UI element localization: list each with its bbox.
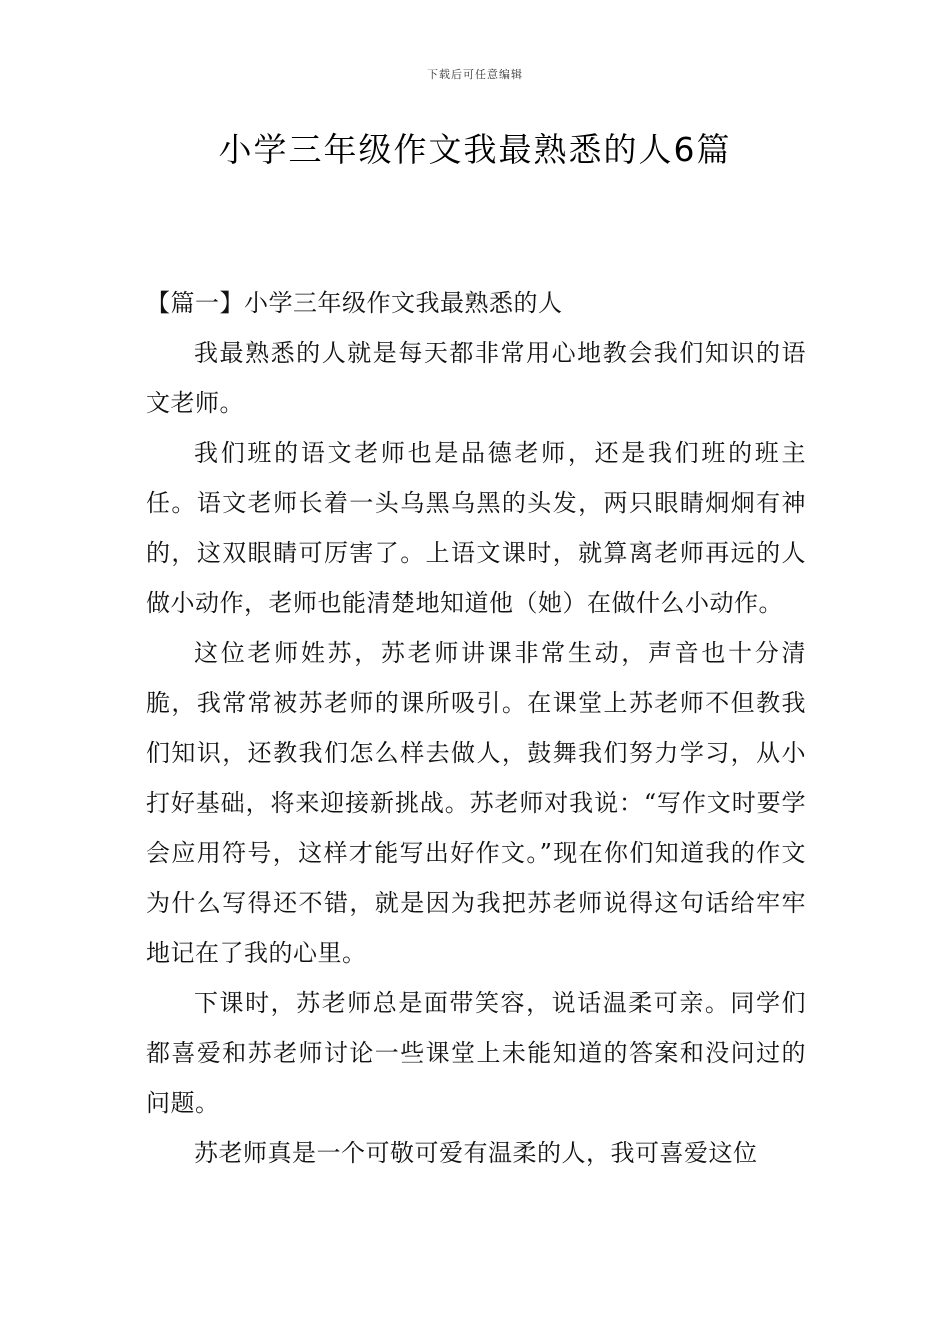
paragraph-3: 这位老师姓苏，苏老师讲课非常生动，声音也十分清脆，我常常被苏老师的课所吸引。在课堂上苏老师不但教我们知识，还教我们怎么样去做人，鼓舞我们努力学习，从小打好基础，将来迎接新挑战。苏老师对我说：“写作文时要学会应用符号，这样才能写出好作文。”现在你们知道我的作文为什么写得还不错，就是因为我把苏老师说得这句话给牢牢地记在了我的心里。 (146, 639, 806, 967)
section-heading: 【篇一】小学三年级作文我最熟悉的人 (146, 289, 563, 317)
header-note: 下载后可任意编辑 (427, 68, 523, 81)
paragraph-5: 苏老师真是一个可敬可爱有温柔的人，我可喜爱这位 (194, 1139, 758, 1167)
document-body (146, 278, 806, 1178)
document-title: 小学三年级作文我最熟悉的人6篇 (218, 130, 732, 169)
paragraph-1: 我最熟悉的人就是每天都非常用心地教会我们知识的语文老师。 (146, 339, 806, 417)
paragraph-2: 我们班的语文老师也是品德老师，还是我们班的班主任。语文老师长着一头乌黑乌黑的头发，两只眼睛炯炯有神的，这双眼睛可厉害了。上语文课时，就算离老师再远的人做小动作，老师也能清楚地知道他（她）在做什么小动作。 (146, 439, 806, 617)
paragraph-4: 下课时，苏老师总是面带笑容，说话温柔可亲。同学们都喜爱和苏老师讨论一些课堂上未能知道的答案和没问过的问题。 (146, 989, 806, 1117)
